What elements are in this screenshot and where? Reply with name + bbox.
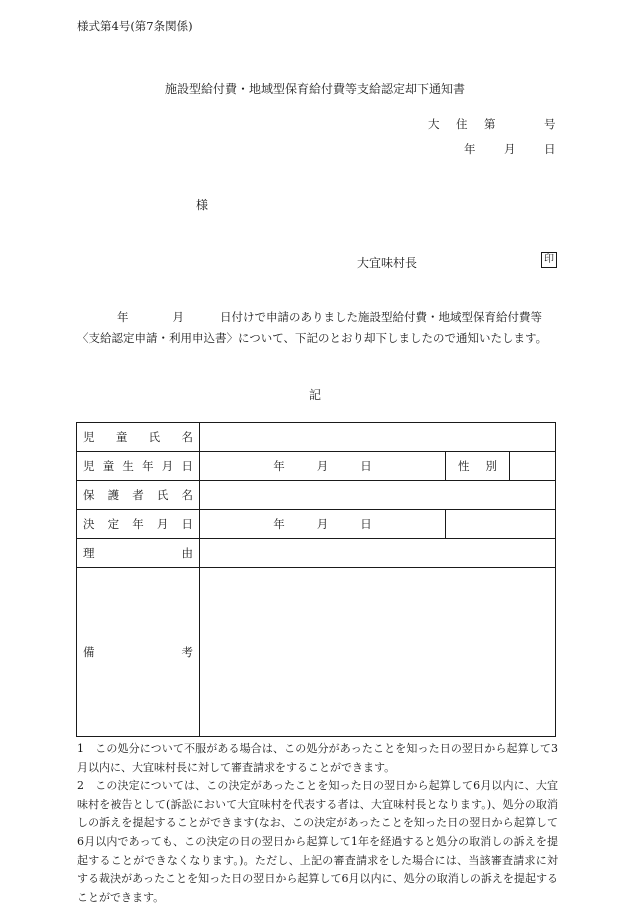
child-birthdate-label: 児 童 生 年 月 日: [77, 452, 200, 481]
ki-heading: 記: [308, 388, 321, 402]
notice-body: [77, 307, 557, 349]
notes-section: [77, 740, 558, 907]
seal-mark: 印: [541, 252, 557, 268]
document-title: 施設型給付費・地域型保育給付費等支給認定却下通知書: [164, 82, 465, 96]
year-label: 年: [117, 310, 129, 324]
child-name-value: [200, 423, 556, 452]
decision-date-value: 年 月 日: [200, 510, 446, 539]
details-table: [76, 422, 556, 737]
remarks-label: 備 考: [77, 568, 200, 737]
table-row: [77, 452, 556, 481]
gender-label: 性 別: [446, 452, 510, 481]
issuer-name: 大宜味村長: [357, 256, 418, 270]
notice-line-1: [77, 307, 557, 328]
document-number-line: [428, 116, 556, 132]
table-row: [77, 568, 556, 737]
date-day-label: 日: [544, 142, 556, 156]
date-year-label: 年: [464, 142, 476, 156]
notice-line-2: 〈支給認定申請・利用申込書〉について、下記のとおり却下しましたので通知いたします。: [77, 331, 548, 345]
reason-value: [200, 539, 556, 568]
doc-number-char: 第: [484, 117, 496, 131]
table-row: [77, 539, 556, 568]
guardian-name-label: 保 護 者 氏 名: [77, 481, 200, 510]
date-month-label: 月: [504, 142, 516, 156]
child-birthdate-value: 年 月 日: [200, 452, 446, 481]
doc-number-char: 住: [456, 117, 468, 131]
addressee-suffix: 様: [196, 198, 209, 212]
child-name-label: 児 童 氏 名: [77, 423, 200, 452]
table-row: [77, 510, 556, 539]
table-row: [77, 481, 556, 510]
remarks-value: [200, 568, 556, 737]
reason-label: 理 由: [77, 539, 200, 568]
note-2: 2 この決定については、この決定があったことを知った日の翌日から起算して6月以内に、大宜味村を被告として(訴訟において大宜味村を代表する者は、大宜味村長となります。)、処分の取消しの訴えを提起することができます(なお、この決定があったことを知った日の翌日から起算して6月以内であっても、この決定の日の翌日から起算して1年を経過すると処分の取消しの訴えを提起することができなくなります。)。ただし、上記の審査請求をした場合には、当該審査請求に対する裁決があったことを知った日の翌日から起算して6月以内に、処分の取消しの訴えを提起することができます。: [77, 779, 558, 904]
note-1: 1 この処分について不服がある場合は、この処分があったことを知った日の翌日から起算して3月以内に、大宜味村長に対して審査請求をすることができます。: [77, 742, 558, 774]
decision-date-label: 決 定 年 月 日: [77, 510, 200, 539]
issue-date-line: [464, 141, 556, 157]
form-number: 様式第4号(第7条関係): [77, 19, 193, 33]
month-label: 月: [172, 310, 184, 324]
guardian-name-value: [200, 481, 556, 510]
doc-number-char: 大: [428, 117, 440, 131]
notice-line-1-text: 日付けで申請のありました施設型給付費・地域型保育給付費等: [220, 310, 542, 324]
gender-value: [510, 452, 556, 481]
table-row: [77, 423, 556, 452]
doc-number-char: 号: [544, 117, 556, 131]
decision-date-blank: [446, 510, 556, 539]
